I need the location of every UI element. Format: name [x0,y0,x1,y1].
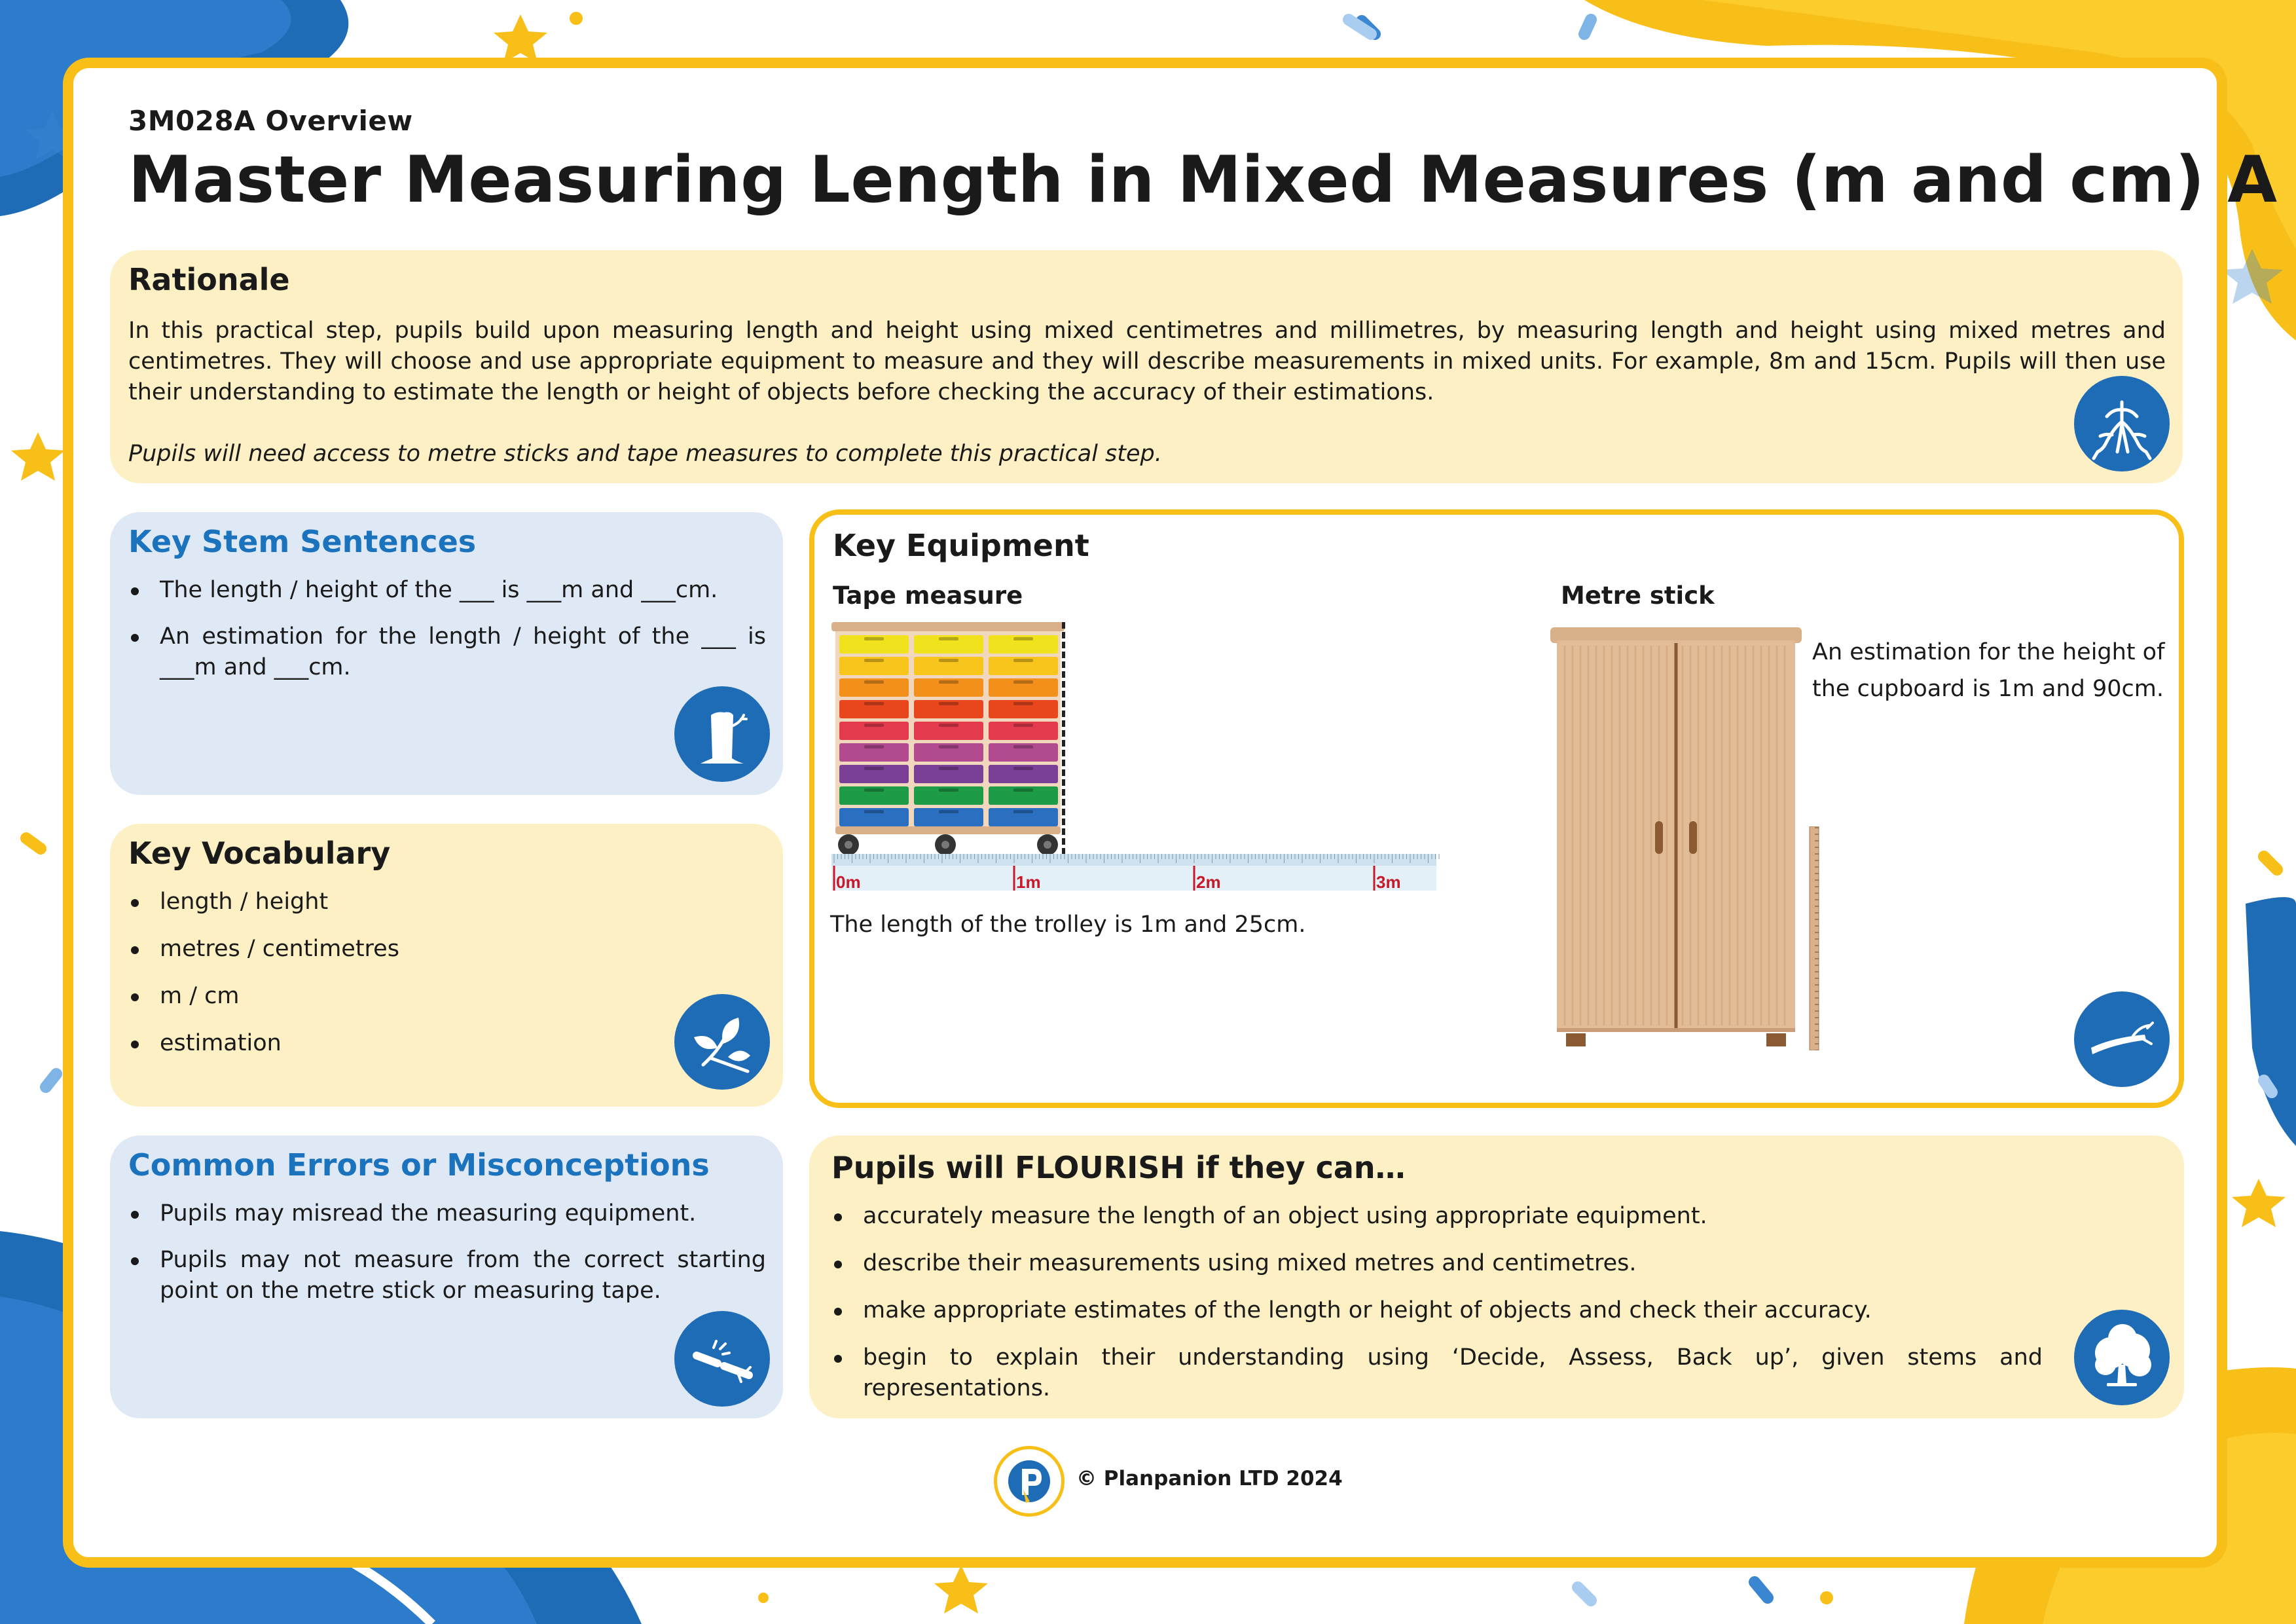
rationale-title: Rationale [128,262,290,297]
broken-branch-icon [674,1311,770,1407]
vocabulary-title: Key Vocabulary [128,836,391,871]
roots-icon [2074,376,2170,471]
flourish-list [831,1201,2043,1404]
list-item: An estimation for the length / height of the ___ is ___m and ___cm. [128,621,766,683]
copyright-text: © Planpanion LTD 2024 [1076,1467,1343,1490]
list-item: Pupils may misread the measuring equipment. [128,1198,766,1229]
cupboard-illustration [1550,627,1802,1053]
tape-measure [831,854,1440,895]
measure-marker [1062,622,1065,884]
trolley-illustration [830,622,1072,858]
list-item: The length / height of the ___ is ___m and ___cm. [128,575,766,606]
metre-stick [1808,826,1821,1050]
planpanion-logo-icon [994,1446,1065,1517]
list-item: make appropriate estimates of the length or height of objects and check their accuracy. [831,1295,2043,1326]
leaves-icon [674,994,770,1090]
list-item: metres / centimetres [128,934,718,965]
tape-caption: The length of the trolley is 1m and 25cm. [830,912,1306,938]
list-item: m / cm [128,981,718,1012]
stem-sentences-title: Key Stem Sentences [128,524,477,559]
tape-tick-label: 0m [836,872,861,892]
tree-trunk-icon [674,686,770,782]
list-item: accurately measure the length of an object using appropriate equipment. [831,1201,2043,1232]
list-item: length / height [128,887,718,917]
branch-icon [2074,991,2170,1087]
flourish-title: Pupils will FLOURISH if they can… [831,1150,1406,1185]
tape-measure-label: Tape measure [833,581,1023,610]
list-item: describe their measurements using mixed metres and centimetres. [831,1248,2043,1279]
tape-tick-label: 3m [1376,872,1401,892]
vocabulary-list [128,887,718,1059]
page-title: Master Measuring Length in Mixed Measures (m and cm) A [128,143,2278,217]
tape-tick-label: 2m [1196,872,1221,892]
stem-sentences-list [128,575,766,683]
rationale-text: In this practical step, pupils build upon measuring length and height using mixed centimetres and millimetres, by measuring length and height using mixed metres and centimetres. They will choose and use appropriate equipment to measure and they will describe measurements in mixed units. For example, 8m and 15cm. Pupils will then use their understanding to estimate the length or height of objects before checking the accuracy of their estimations. [128,318,2166,405]
lesson-code: 3M028A Overview [128,105,413,137]
misconceptions-list [128,1198,766,1306]
tape-tick-label: 1m [1016,872,1041,892]
misconceptions-title: Common Errors or Misconceptions [128,1147,710,1183]
list-item: begin to explain their understanding using ‘Decide, Assess, Back up’, given stems and representations. [831,1342,2043,1404]
list-item: Pupils may not measure from the correct starting point on the metre stick or measuring tape. [128,1245,766,1306]
list-item: estimation [128,1028,718,1059]
tree-icon [2074,1310,2170,1405]
rationale-note: Pupils will need access to metre sticks and tape measures to complete this practical step. [128,441,1162,467]
metre-stick-label: Metre stick [1561,581,1715,610]
equipment-title: Key Equipment [833,528,1089,563]
stick-caption: An estimation for the height of the cupboard is 1m and 90cm. [1812,639,2165,702]
